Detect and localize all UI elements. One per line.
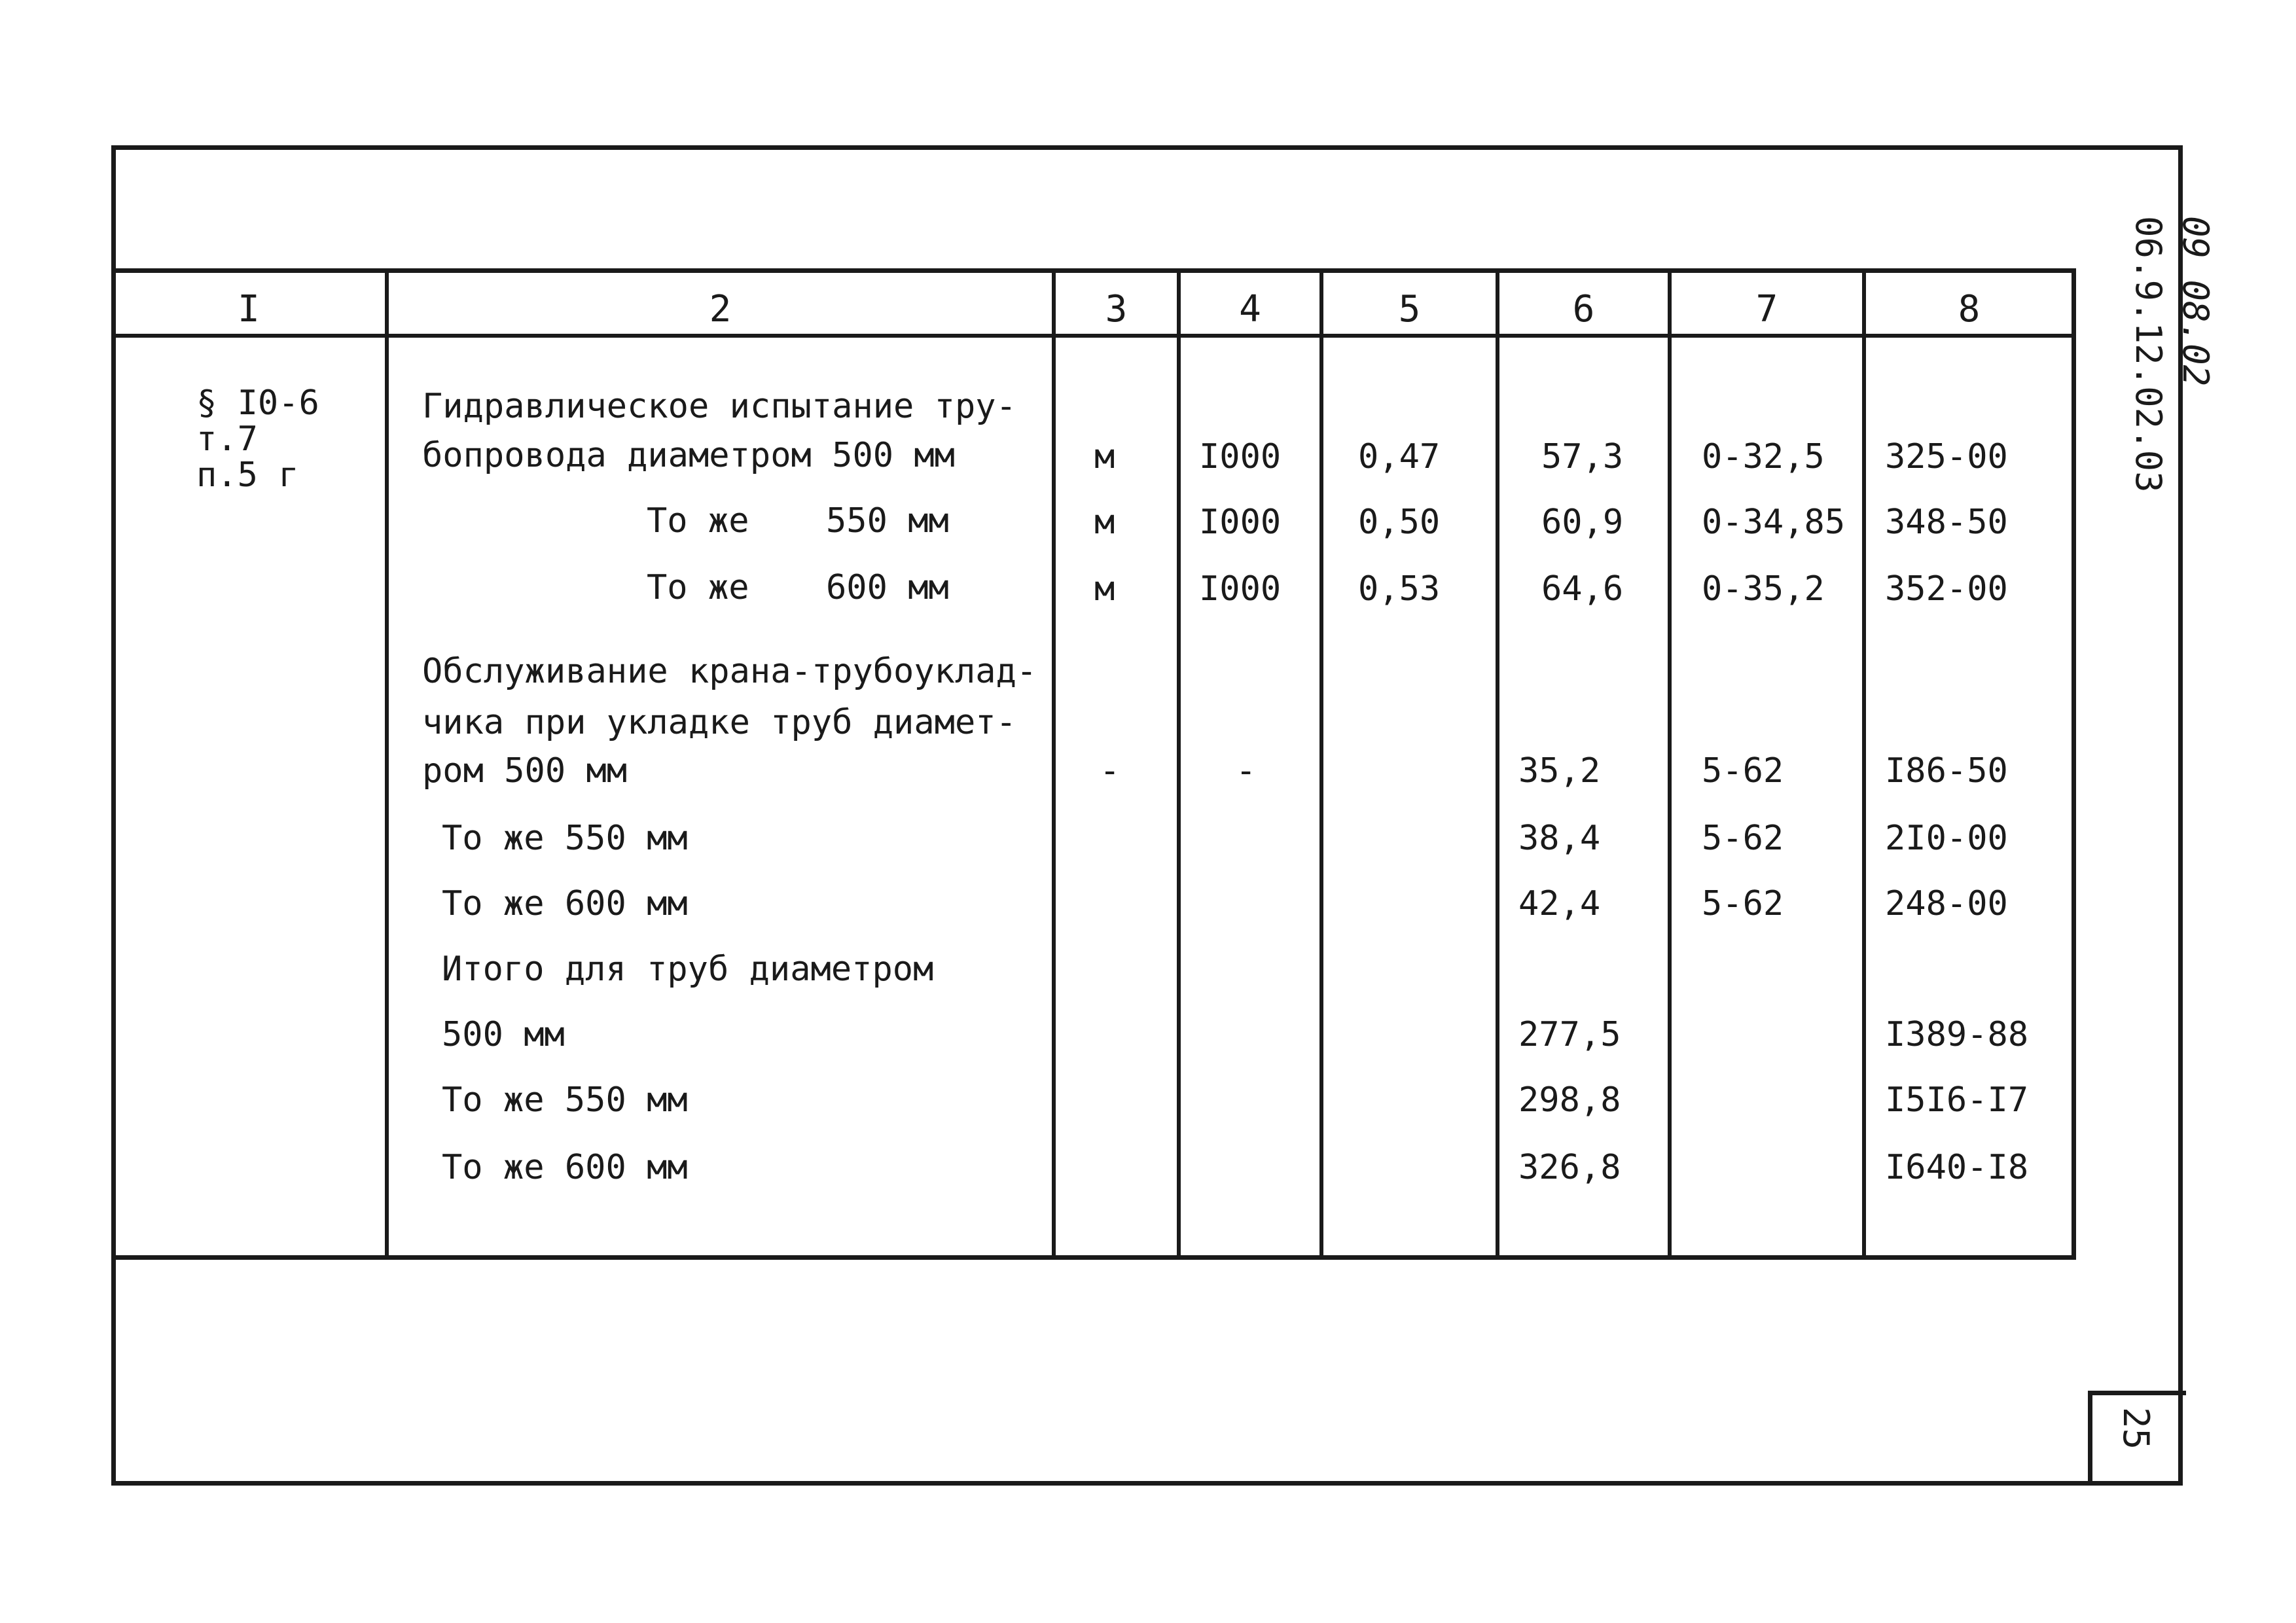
totals-550-label: То же 550 мм	[442, 1080, 688, 1120]
cell-col5: 0,47	[1358, 437, 1441, 476]
cell-col7: 5-62	[1702, 751, 1784, 791]
cell-col8: I86-50	[1885, 751, 2008, 791]
cell-unit: м	[1094, 569, 1115, 609]
cell-col8: I5I6-I7	[1885, 1080, 2029, 1120]
cell-col8: 352-00	[1885, 569, 2008, 609]
cell-unit: м	[1094, 503, 1115, 542]
cell-col6: 326,8	[1518, 1148, 1621, 1187]
hydro-same2-b: 600 мм	[826, 568, 949, 607]
section-ref: § I0-6	[196, 383, 319, 423]
side-code-2: 06.9.12.02.03	[2128, 216, 2169, 493]
cell-col8: 2I0-00	[1885, 819, 2008, 858]
crane-desc-line3: ром 500 мм	[422, 751, 628, 791]
col-header-7: 7	[1755, 288, 1778, 330]
col-header-3: 3	[1105, 288, 1128, 330]
col-divider-5	[1496, 268, 1499, 1260]
cell-col7: 5-62	[1702, 884, 1784, 923]
cell-col6: 277,5	[1518, 1015, 1621, 1054]
cell-col7: 0-32,5	[1702, 437, 1825, 476]
col-divider-3	[1177, 268, 1181, 1260]
hydro-desc-line1: Гидравлическое испытание тру-	[422, 387, 1016, 426]
page-number: 25	[2115, 1407, 2157, 1450]
item-ref: п.5 г	[196, 455, 299, 495]
hydro-same2-a: То же	[647, 568, 749, 607]
cell-quantity: I000	[1199, 437, 1282, 476]
cell-col8: I389-88	[1885, 1015, 2029, 1054]
col-divider-7	[1862, 268, 1866, 1260]
cell-unit: -	[1100, 751, 1121, 791]
cell-col6: 298,8	[1518, 1080, 1621, 1120]
cell-col8: 348-50	[1885, 503, 2008, 542]
cell-col6: 38,4	[1518, 819, 1601, 858]
cell-col7: 0-34,85	[1702, 503, 1846, 542]
totals-500-label: 500 мм	[442, 1015, 565, 1054]
header-divider	[113, 334, 2076, 338]
crane-desc-line1: Обслуживание крана-трубоуклад-	[422, 652, 1037, 691]
side-code-1: 09 08.02	[2175, 216, 2216, 387]
totals-600-label: То же 600 мм	[442, 1148, 688, 1187]
col-divider-1	[385, 268, 389, 1260]
cell-col6: 42,4	[1518, 884, 1601, 923]
hydro-same1-a: То же	[647, 501, 749, 541]
cell-col8: 325-00	[1885, 437, 2008, 476]
cell-quantity: -	[1236, 751, 1257, 791]
col-header-6: 6	[1572, 288, 1595, 330]
hydro-same1-b: 550 мм	[826, 501, 949, 541]
cell-col7: 5-62	[1702, 819, 1784, 858]
col-header-1: I	[238, 288, 260, 330]
crane-desc-line2: чика при укладке труб диамет-	[422, 703, 1016, 742]
crane-same2: То же 600 мм	[442, 884, 688, 923]
table-ref: т.7	[196, 419, 258, 459]
col-header-5: 5	[1398, 288, 1421, 330]
side-codes	[2125, 216, 2219, 543]
hydro-desc-line2: бопровода диаметром 500 мм	[422, 436, 955, 475]
totals-heading: Итого для труб диаметром	[442, 950, 934, 989]
cell-col6: 35,2	[1518, 751, 1601, 791]
cell-col6: 57,3	[1541, 437, 1624, 476]
cell-col8: I640-I8	[1885, 1148, 2029, 1187]
col-divider-2	[1052, 268, 1056, 1260]
col-header-4: 4	[1239, 288, 1261, 330]
cell-col5: 0,53	[1358, 569, 1441, 609]
col-divider-4	[1319, 268, 1323, 1260]
cell-col7: 0-35,2	[1702, 569, 1825, 609]
cell-unit: м	[1094, 437, 1115, 476]
col-divider-6	[1668, 268, 1672, 1260]
col-header-8: 8	[1958, 288, 1981, 330]
cell-quantity: I000	[1199, 503, 1282, 542]
col-header-2: 2	[709, 288, 732, 330]
crane-same1: То же 550 мм	[442, 819, 688, 858]
cell-quantity: I000	[1199, 569, 1282, 609]
cell-col6: 64,6	[1541, 569, 1624, 609]
cell-col6: 60,9	[1541, 503, 1624, 542]
cell-col5: 0,50	[1358, 503, 1441, 542]
cell-col8: 248-00	[1885, 884, 2008, 923]
